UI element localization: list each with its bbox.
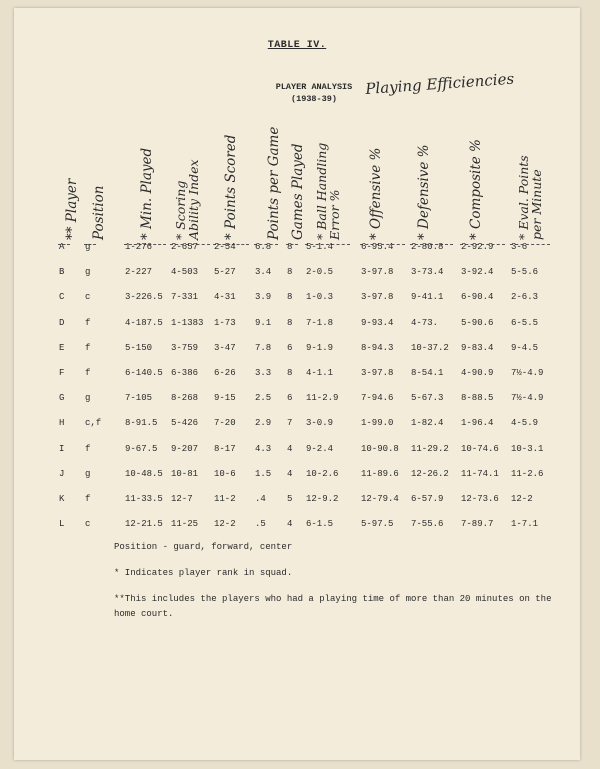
cell-player: C [59,292,65,303]
cell-bhe: 3-0.9 [306,418,334,429]
cell-off: 5-97.5 [361,519,394,530]
cell-eval: 10-3.1 [511,443,544,454]
cell-comp: 12-73.6 [461,494,499,504]
cell-bhe: 12-9.2 [306,494,339,504]
cell-ppg: 9.1 [255,317,272,328]
cell-off: 12-79.4 [361,494,399,504]
cell-comp: 3-92.4 [461,267,494,278]
cell-player: J [59,468,65,479]
cell-sai: 5-426 [171,418,199,429]
header-line: Error % [327,189,342,240]
cell-player: K [59,494,65,504]
cell-player: I [59,443,65,454]
cell-player: A [59,242,65,252]
cell-player: L [59,519,65,530]
cell-eval: 7½-4.9 [511,368,544,378]
cell-pts: 10-6 [214,468,236,479]
cell-ppg: 2.9 [255,418,272,429]
cell-min: 3-226.5 [125,292,163,303]
cell-pts: 4-31 [214,292,236,303]
header-line: * Scoring [173,180,188,240]
cell-off: 1-99.0 [361,418,394,429]
table-row [14,267,580,287]
cell-def: 7-55.6 [411,519,444,530]
cell-eval: 6-5.5 [511,317,539,328]
cell-off: 3-97.8 [361,267,394,278]
cell-eval: 4-5.9 [511,418,539,429]
cell-player: B [59,267,65,278]
cell-def: 3-73.4 [411,267,444,278]
table-row [14,418,580,438]
cell-ppg: 3.4 [255,267,272,278]
cell-off: 3-97.8 [361,292,394,303]
cell-ppg: 2.5 [255,393,272,404]
cell-bhe: 6-1.5 [306,519,334,530]
cell-ppg: .4 [255,494,266,504]
header-line: * Offensive % [368,147,384,240]
cell-gp: 7 [287,418,293,429]
cell-eval: 3-6 [511,242,528,252]
header-off [369,148,384,240]
cell-pos: f [85,368,91,378]
table-row [14,444,580,464]
cell-off: 3-97.8 [361,368,394,378]
header-line: Points per Game [266,126,282,240]
cell-ppg: 3.9 [255,292,272,303]
cell-pos: f [85,494,91,504]
header-line: * Points Scored [223,134,239,240]
cell-sai: 8-268 [171,393,199,404]
table-row [14,393,580,413]
table-row [14,494,580,514]
cell-pts: 2-54 [214,242,236,252]
table-row [14,519,580,539]
cell-def: 6-57.9 [411,494,444,504]
analysis-title [254,81,374,105]
cell-gp: 5 [287,494,293,504]
cell-pts: 1-73 [214,317,236,328]
cell-comp: 6-90.4 [461,292,494,303]
header-line: Ability Index [186,159,201,240]
header-line: Position [91,185,107,240]
cell-pos: f [85,317,91,328]
cell-min: 12-21.5 [125,519,163,530]
document-page [14,8,580,760]
cell-pos: g [85,242,91,252]
header-points [224,135,239,240]
cell-off: 6-95.4 [361,242,394,252]
cell-gp: 8 [287,292,293,303]
header-line: * Eval. Points [516,155,531,240]
cell-player: G [59,393,65,404]
cell-min: 7-105 [125,393,153,404]
cell-eval: 5-5.6 [511,267,539,278]
cell-def: 8-54.1 [411,368,444,378]
cell-bhe: 9-1.9 [306,342,334,353]
cell-pos: f [85,443,91,454]
header-comp [469,139,484,240]
cell-pos: g [85,393,91,404]
cell-eval: 9-4.5 [511,342,539,353]
table-row [14,318,580,338]
note-rank: * Indicates player rank in squad. [114,568,293,578]
notes [114,540,554,633]
header-line: ** Player [64,178,80,240]
cell-def: 5-67.3 [411,393,444,404]
table-row [14,368,580,388]
cell-gp: 4 [287,443,293,454]
cell-player: H [59,418,65,429]
cell-eval: 11-2.6 [511,468,544,479]
cell-comp: 10-74.6 [461,443,499,454]
cell-pts: 7-20 [214,418,236,429]
cell-pos: c [85,292,91,303]
cell-gp: 4 [287,468,293,479]
header-games [291,143,306,240]
cell-gp: 8 [287,267,293,278]
cell-off: 8-94.3 [361,342,394,353]
cell-ppg: 6.8 [255,242,272,252]
header-line: * Composite % [468,139,484,240]
header-line: * Ball Handling [314,142,329,240]
cell-sai: 12-7 [171,494,193,504]
cell-ppg: 4.3 [255,443,272,454]
cell-pts: 8-17 [214,443,236,454]
cell-pts: 12-2 [214,519,236,530]
cell-min: 8-91.5 [125,418,158,429]
cell-comp: 7-89.7 [461,519,494,530]
cell-ppg: 3.3 [255,368,272,378]
cell-bhe: 7-1.8 [306,317,334,328]
header-ppg [267,127,282,240]
cell-sai: 6-386 [171,368,199,378]
analysis-title-line-2: (1938-39) [291,94,337,104]
cell-sai: 2-657 [171,242,199,252]
cell-off: 9-93.4 [361,317,394,328]
cell-eval: 1-7.1 [511,519,539,530]
cell-player: F [59,368,65,378]
cell-gp: 8 [287,368,293,378]
cell-gp: 6 [287,393,293,404]
cell-off: 11-89.6 [361,468,399,479]
cell-eval: 2-6.3 [511,292,539,303]
cell-gp: 8 [287,317,293,328]
cell-min: 9-67.5 [125,443,158,454]
cell-sai: 1-1383 [171,317,204,328]
cell-min: 2-227 [125,267,153,278]
table-row [14,242,580,262]
header-line: per Minute [529,169,544,240]
cell-pts: 5-27 [214,267,236,278]
cell-ppg: 1.5 [255,468,272,479]
cell-comp: 1-96.4 [461,418,494,429]
cell-min: 6-140.5 [125,368,163,378]
cell-bhe: 10-2.6 [306,468,339,479]
header-def [417,144,432,240]
cell-sai: 10-81 [171,468,199,479]
cell-min: 4-187.5 [125,317,163,328]
cell-pts: 11-2 [214,494,236,504]
cell-bhe: 4-1.1 [306,368,334,378]
cell-def: 9-41.1 [411,292,444,303]
cell-bhe: 1-0.3 [306,292,334,303]
cell-bhe: 2-0.5 [306,267,334,278]
table-row [14,292,580,312]
cell-def: 11-29.2 [411,443,449,454]
header-line: Games Played [290,143,306,240]
cell-player: D [59,317,65,328]
cell-bhe: 5-1.4 [306,242,334,252]
cell-eval: 7½-4.9 [511,393,544,404]
cell-bhe: 9-2.4 [306,443,334,454]
header-position [92,186,107,240]
header-eval [517,155,543,240]
note-position: Position - guard, forward, center [114,542,293,552]
cell-def: 10-37.2 [411,342,449,353]
cell-comp: 4-90.9 [461,368,494,378]
cell-gp: 4 [287,519,293,530]
cell-def: 1-82.4 [411,418,444,429]
cell-min: 5-150 [125,342,153,353]
cell-pts: 6-26 [214,368,236,378]
cell-off: 7-94.6 [361,393,394,404]
cell-bhe: 11-2.9 [306,393,339,404]
cell-sai: 3-759 [171,342,199,353]
handwritten-title: Playing Efficiencies [364,69,515,98]
cell-ppg: .5 [255,519,266,530]
cell-pos: g [85,468,91,479]
table-row [14,469,580,489]
cell-comp: 5-90.6 [461,317,494,328]
cell-comp: 11-74.1 [461,468,499,479]
cell-player: E [59,342,65,353]
cell-def: 12-26.2 [411,468,449,479]
cell-def: 4-73. [411,317,439,328]
analysis-title-line-1: PLAYER ANALYSIS [275,82,353,92]
header-scoring [174,159,200,240]
header-line: * Defensive % [416,144,432,240]
cell-ppg: 7.8 [255,342,272,353]
cell-pos: c [85,519,91,530]
cell-comp: 8-88.5 [461,393,494,404]
header-ball [315,143,341,240]
header-player [65,179,80,240]
table-title: TABLE IV. [267,40,327,51]
cell-pts: 9-15 [214,393,236,404]
cell-sai: 4-503 [171,267,199,278]
table-row [14,343,580,363]
cell-pos: c,f [85,418,102,429]
cell-comp: 9-83.4 [461,342,494,353]
cell-pos: g [85,267,91,278]
header-min-played [140,148,155,240]
header-line: * Min. Played [139,147,155,240]
cell-min: 1-276 [125,242,153,252]
cell-sai: 7-331 [171,292,199,303]
cell-pos: f [85,342,91,353]
cell-min: 11-33.5 [125,494,163,504]
cell-eval: 12-2 [511,494,533,504]
note-players: **This includes the players who had a playing time of more than 20 minutes on the home court. [114,594,552,619]
cell-pts: 3-47 [214,342,236,353]
cell-sai: 9-207 [171,443,199,454]
cell-gp: 6 [287,342,293,353]
cell-sai: 11-25 [171,519,199,530]
cell-def: 2-80.8 [411,242,444,252]
cell-comp: 2-92.9 [461,242,494,252]
cell-min: 10-48.5 [125,468,163,479]
cell-gp: 8 [287,242,293,252]
cell-off: 10-90.8 [361,443,399,454]
